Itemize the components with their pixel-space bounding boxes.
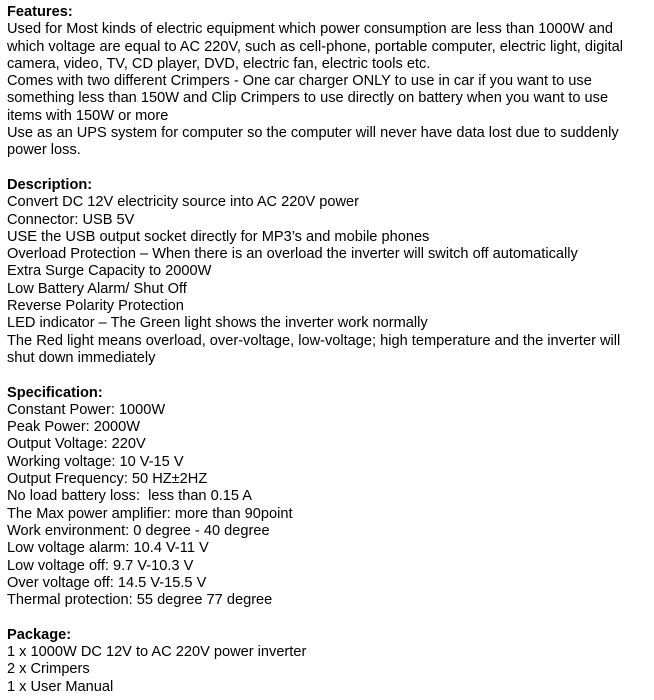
features-line: which voltage are equal to AC 220V, such as cell-phone, portable computer, electric light, digital [7, 38, 624, 55]
description-section [7, 177, 647, 367]
specification-line: Low voltage alarm: 10.4 V-11 V [7, 540, 209, 557]
package-heading: Package: [7, 626, 72, 643]
features-line: something less than 150W and Clip Crimpers to use directly on battery when you want to use [7, 90, 609, 107]
features-line: power loss. [7, 142, 81, 159]
features-heading: Features: [7, 4, 73, 20]
description-line: Connector: USB 5V [7, 211, 135, 228]
features-line: Comes with two different Crimpers - One car charger ONLY to use in car if you want to use [7, 73, 592, 90]
package-line: 1 x 1000W DC 12V to AC 220V power inverter [7, 643, 307, 660]
specification-line: The Max power amplifier: more than 90point [7, 505, 293, 522]
description-line: USE the USB output socket directly for MP3’s and mobile phones [7, 228, 430, 245]
description-line: LED indicator – The Green light shows the inverter work normally [7, 315, 428, 332]
description-line: shut down immediately [7, 349, 156, 366]
specification-line: Thermal protection: 55 degree 77 degree [7, 592, 273, 609]
description-line: Reverse Polarity Protection [7, 298, 184, 315]
package-section [7, 627, 647, 696]
package-line: 2 x Crimpers [7, 661, 90, 678]
package-line: 1 x User Manual [7, 678, 114, 695]
specification-line: Peak Power: 2000W [7, 419, 141, 436]
specification-heading: Specification: [7, 384, 103, 401]
specification-line: Work environment: 0 degree - 40 degree [7, 522, 270, 539]
product-document [7, 4, 647, 696]
features-line: Use as an UPS system for computer so the computer will never have data lost due to suddenly [7, 125, 619, 142]
specification-line: Working voltage: 10 V-15 V [7, 453, 184, 470]
features-section [7, 4, 647, 160]
features-line: camera, video, TV, CD player, DVD, electric fan, electric tools etc. [7, 55, 431, 72]
specification-line: Over voltage off: 14.5 V-15.5 V [7, 574, 207, 591]
description-line: Low Battery Alarm/ Shut Off [7, 280, 187, 297]
specification-line: Output Frequency: 50 HZ±2HZ [7, 471, 208, 488]
specification-line: No load battery loss: less than 0.15 A [7, 488, 252, 505]
description-line: Overload Protection – When there is an overload the inverter will switch off automatically [7, 246, 578, 263]
description-line: The Red light means overload, over-voltage, low-voltage; high temperature and the inverter will [7, 332, 621, 349]
description-heading: Description: [7, 176, 93, 193]
specification-line: Constant Power: 1000W [7, 401, 166, 418]
description-line: Extra Surge Capacity to 2000W [7, 263, 212, 280]
features-line: items with 150W or more [7, 107, 169, 124]
specification-section [7, 385, 647, 610]
features-line: Used for Most kinds of electric equipment which power consumption are less than 1000W and [7, 21, 613, 38]
specification-line: Low voltage off: 9.7 V-10.3 V [7, 557, 194, 574]
description-line: Convert DC 12V electricity source into AC 220V power [7, 194, 360, 211]
specification-line: Output Voltage: 220V [7, 436, 146, 453]
